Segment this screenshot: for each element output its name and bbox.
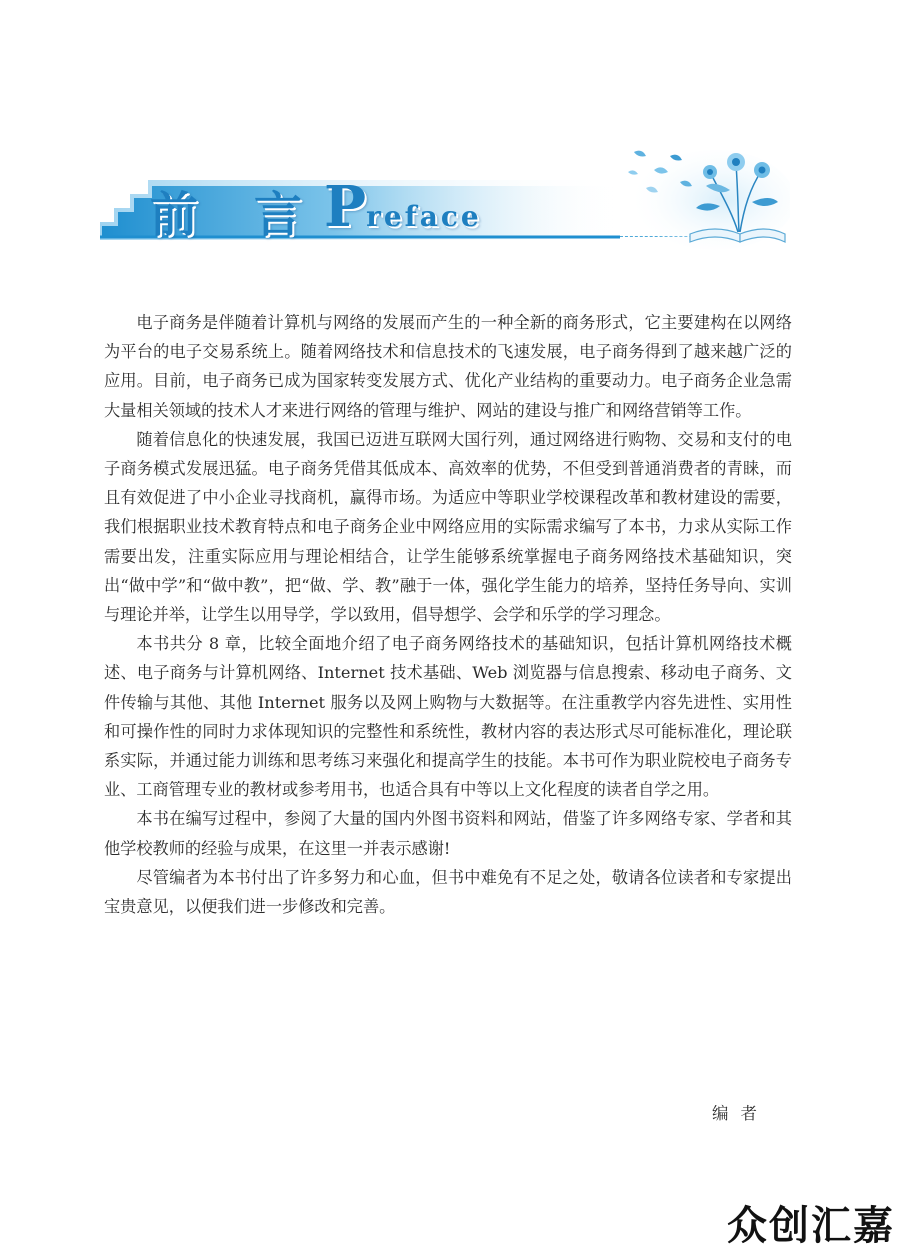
paragraph-5: 尽管编者为本书付出了许多努力和心血，但书中难免有不足之处，敬请各位读者和专家提出宝贵意见，以便我们进一步修改和完善。 bbox=[104, 867, 792, 917]
watermark-text: 众创汇嘉 bbox=[727, 1203, 895, 1249]
paragraph-4: 本书在编写过程中，参阅了大量的国内外图书资料和网站，借鉴了许多网络专家、学者和其他学校教师的经验与成果，在这里一并表示感谢! bbox=[104, 809, 792, 858]
paragraph-1: 电子商务是伴随着计算机与网络的发展而产生的一种全新的商务形式，它主要建构在以网络为平台的电子交易系统上。随着网络技术和信息技术的飞速发展，电子商务得到了越来越广泛的应用。目前，电子商务已成为国家转变发展方式、优化产业结构的重要动力。电子商务企业急需大量相关领域的技术人才来进行网络的管理与维护、网站的建设与推广和网络营销等工作。 bbox=[104, 313, 792, 420]
preface-body bbox=[104, 308, 792, 921]
title-char-1: 前 bbox=[150, 187, 201, 243]
title-english-capital: P bbox=[324, 174, 367, 240]
paragraph-3: 本书共分 8 章，比较全面地介绍了电子商务网络技术的基础知识，包括计算机网络技术概述、电子商务与计算机网络、Internet 技术基础、Web 浏览器与信息搜索、移动电子商务、文件传输与其他、其他 Internet 服务以及网上购物与大数据等。在注重教学内容先进性、实用性和可操作性的同时力求体现知识的完整性和系统性，教材内容的表达形式尽可能标准化，理论联系实际，并通过能力训练和思考练习来强化和提高学生的技能。本书可作为职业院校电子商务专业、工商管理专业的教材或参考用书，也适合具有中等以上文化程度的读者自学之用。 bbox=[104, 634, 792, 800]
title-english-rest: reface bbox=[366, 200, 482, 233]
preface-banner bbox=[100, 140, 800, 250]
paragraph-2: 随着信息化的快速发展，我国已迈进互联网大国行列，通过网络进行购物、交易和支付的电子商务模式发展迅猛。电子商务凭借其低成本、高效率的优势，不但受到普通消费者的青睐，而且有效促进了中小企业寻找商机，赢得市场。为适应中等职业学校课程改革和教材建设的需要，我们根据职业技术教育特点和电子商务企业中网络应用的实际需求编写了本书，力求从实际工作需要出发，注重实际应用与理论相结合，让学生能够系统掌握电子商务网络技术基础知识，突出“做中学”和“做中教”，把“做、学、教”融于一体，强化学生能力的培养，坚持任务导向、实训与理论并举，让学生以用导学，学以致用，倡导想学、会学和乐学的学习理念。 bbox=[104, 429, 792, 625]
author-signature: 编者 bbox=[712, 1104, 769, 1123]
book-flower-illustration-icon bbox=[620, 142, 790, 250]
title-english bbox=[324, 174, 482, 240]
title-char-2: 言 bbox=[254, 187, 305, 243]
